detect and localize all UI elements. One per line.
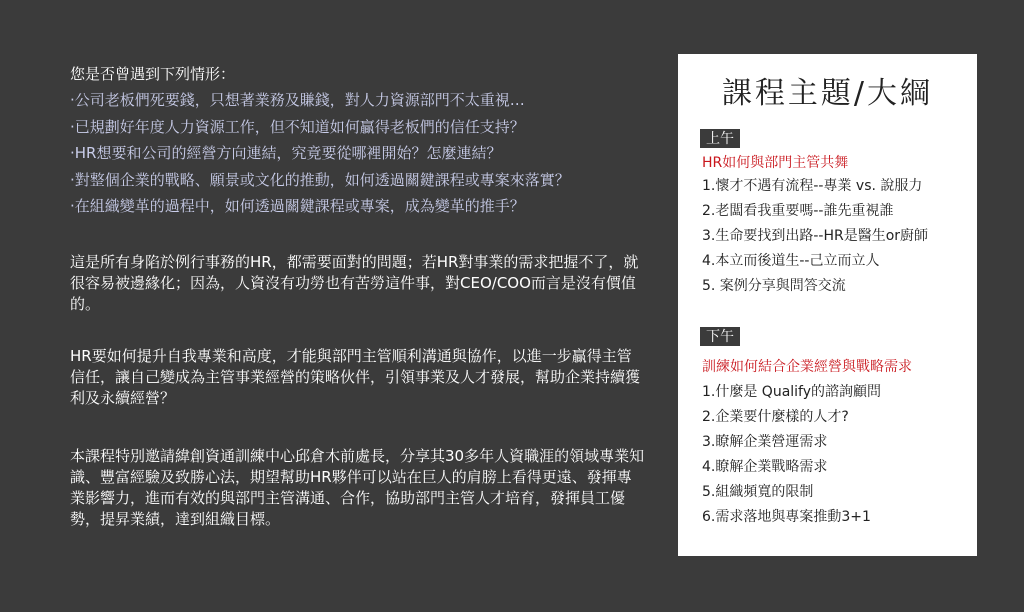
- list-item: 1.什麼是 Qualify的諮詢顧問: [702, 384, 882, 400]
- paragraph-problem: 這是所有身陷於例行事務的HR，都需要面對的問題；若HR對事業的需求把握不了，就很容易被邊緣化；因為，人資沒有功勞也有苦勞這件事，對CEO/COO而言是沒有價值的。: [70, 253, 639, 313]
- paragraph-speaker: 本課程特別邀請緯創資通訓練中心邱倉木前處長，分享其30多年人資職涯的領域專業知識、豐富經驗及致勝心法，期望幫助HR夥伴可以站在巨人的肩膀上看得更遠、發揮專業影響力，進而有效的與部門主管溝通、合作，協助部門主管人才培育，發揮員工優勢，提昇業績，達到組織目標。: [70, 447, 645, 528]
- list-item: 1.懷才不遇有流程--專業 vs. 說服力: [702, 178, 923, 194]
- question-list: [70, 90, 645, 217]
- afternoon-heading: 訓練如何結合企業經營與戰略需求: [702, 359, 912, 375]
- morning-list: [702, 174, 928, 299]
- list-item: 3.瞭解企業營運需求: [702, 434, 828, 450]
- panel-title: 課程主題/大綱: [721, 76, 934, 111]
- list-item: ·對整個企業的戰略、願景或文化的推動，如何透過關鍵課程或專案來落實？: [70, 170, 570, 189]
- afternoon-tag: 下午: [700, 327, 740, 346]
- intro-section: [70, 64, 645, 223]
- list-item: ·已規劃好年度人力資源工作，但不知道如何贏得老板們的信任支持？: [70, 117, 525, 136]
- list-item: 3.生命要找到出路--HR是醫生or廚師: [702, 228, 929, 244]
- list-item: 2.企業要什麼樣的人才?: [702, 409, 849, 425]
- morning-tag: 上午: [700, 129, 740, 148]
- list-item: 2.老闆看我重要嗎--誰先重視誰: [702, 203, 894, 219]
- list-item: ·HR想要和公司的經營方向連結，究竟要從哪裡開始？怎麼連結？: [70, 144, 502, 162]
- list-item: ·公司老板們死要錢，只想著業務及賺錢，對人力資源部門不太重視…: [70, 91, 525, 109]
- list-item: 4.瞭解企業戰略需求: [702, 459, 828, 475]
- list-item: ·在組織變革的過程中，如何透過關鍵課程或專案，成為變革的推手？: [70, 197, 525, 215]
- list-item: 6.需求落地與專案推動3+1: [702, 509, 871, 525]
- morning-heading: HR如何與部門主管共舞: [702, 155, 849, 171]
- list-item: 5.組織頻寬的限制: [702, 484, 814, 500]
- list-item: 4.本立而後道生--己立而立人: [702, 253, 880, 269]
- outline-panel: [678, 54, 977, 556]
- list-item: 5. 案例分享與問答交流: [702, 278, 846, 294]
- intro-text: 您是否曾遇到下列情形：: [70, 65, 236, 83]
- paragraph-goal: HR要如何提升自我專業和高度，才能與部門主管順利溝通與協作，以進一步贏得主管信任，讓自己變成為主管事業經營的策略伙伴，引領事業及人才發展，幫助企業持續獲利及永續經營？: [70, 347, 641, 407]
- afternoon-list: [702, 380, 881, 530]
